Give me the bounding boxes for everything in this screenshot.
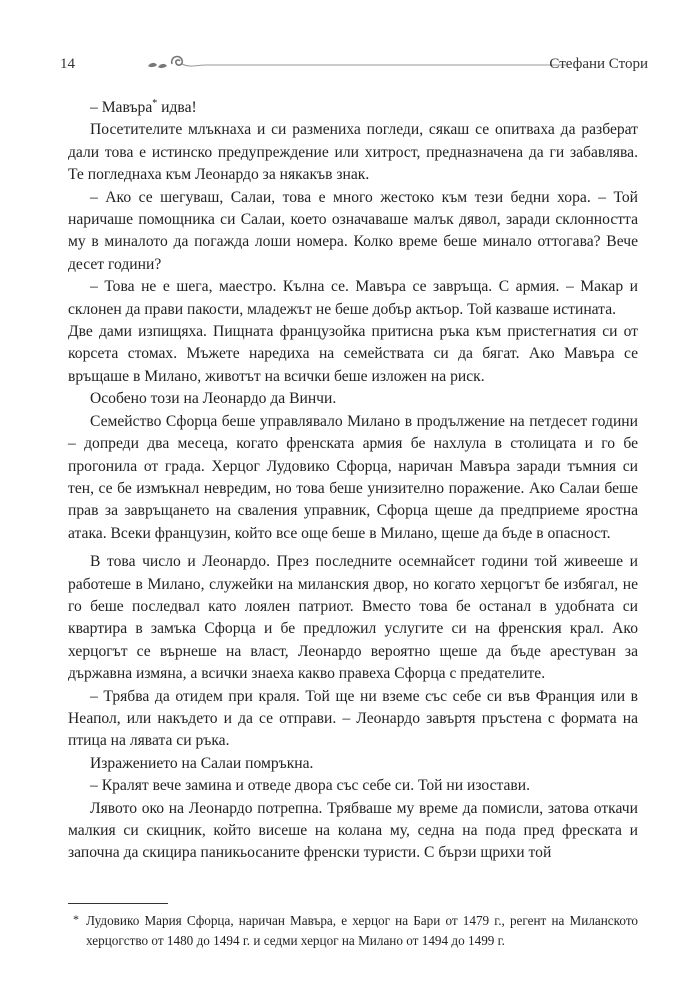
body-text — [68, 97, 638, 865]
footnote-reference: * — [152, 97, 158, 109]
flourish-ornament-icon — [146, 52, 566, 74]
footnote — [73, 911, 638, 951]
footnote-mark: * — [73, 912, 79, 926]
paragraph: Две дами изпищяха. Пищната французойка притисна ръка към пристегнатия си от корсета стомах. Мъжете наредиха на семействата си да бягат. Ако Мавъра се връщаше в Милано, животът на всички беше изложен на риск. — [68, 323, 638, 385]
paragraph: Посетителите млъкнаха и си размениха погледи, сякаш се опитваха да разберат дали това е истинско предупреждение или хитрост, предназначена да ги забавлява. Те погледнаха към Леонардо за някакъв знак. — [68, 121, 638, 184]
paragraph: – Кралят вече замина и отведе двора със себе си. Той ни изостави. — [90, 777, 531, 795]
paragraph: Семейство Сфорца беше управлявало Милано в продължение на петдесет години – допреди два месеца, когато френската армия бе нахлула в столицата и го бе прогонила от града. Херцог Лудовико Сфорца, наричан Мавъра заради тъмния си тен, се бе измъкнал невредим, но това беше унизително поражение. Ако Салаи беше прав за завръщането на сваления управник, Сфорца щеше да предприеме яростна атака. Всеки французин, който все още беше в Милано, щеше да бъде в опасност. — [68, 412, 638, 542]
page-header — [56, 52, 648, 78]
footnote-text: Лудовико Мария Сфорца, наричан Мавъра, е херцог на Бари от 1479 г., регент на Миланското херцогство от 1480 до 1494 г. и седми херцог на Милано от 1494 до 1499 г. — [86, 913, 638, 948]
footnote-divider — [68, 903, 168, 904]
paragraph: – Ако се шегуваш, Салаи, това е много жестоко към тези бедни хора. – Той наричаше помощника си Салаи, което означаваше малък дявол, заради склонността му в миналото да погажда лоши номера. Колко време беше минало оттогава? Вече десет години? — [68, 188, 638, 273]
paragraph: – Трябва да отидем при краля. Той ще ни вземе със себе си във Франция или в Неапол, или накъдето и да се отправи. – Леонардо завъртя пръстена с формата на птица на лявата си ръка. — [68, 687, 638, 750]
paragraph: Особено този на Леонардо да Винчи. — [90, 390, 337, 408]
paragraph: – Това не е шега, маестро. Кълна се. Мавъра се завръща. С армия. – Макар и склонен да прави пакости, младежът не беше добър актьор. Той казваше истината. — [68, 278, 638, 318]
paragraph: Изражението на Салаи помръкна. — [90, 754, 314, 772]
running-title: Стефани Стори — [549, 56, 648, 72]
page-number: 14 — [60, 56, 75, 72]
paragraph: Лявото око на Леонардо потрепна. Трябваше му време да помисли, затова откачи малкия си скицник, който висеше на колана му, седна на пода пред фреската и започна да скицира паникьосаните френски туристи. С бързи щрихи той — [68, 799, 638, 862]
paragraph: В това число и Леонардо. През последните осемнайсет години той живееше и работеше в Милано, служейки на миланския двор, но когато херцогът бе избягал, не го беше последвал като лоялен патриот. Вместо това бе останал в удобната си квартира в замъка Сфорца и бе предложил услугите си на френския крал. Ако херцогът се върнеше на власт, Леонардо вероятно щеше да бъде арестуван за държавна измяна, а всички знаеха какво правеха Сфорца с предателите. — [68, 553, 638, 683]
paragraph: – Мавъра* идва! — [90, 97, 197, 116]
